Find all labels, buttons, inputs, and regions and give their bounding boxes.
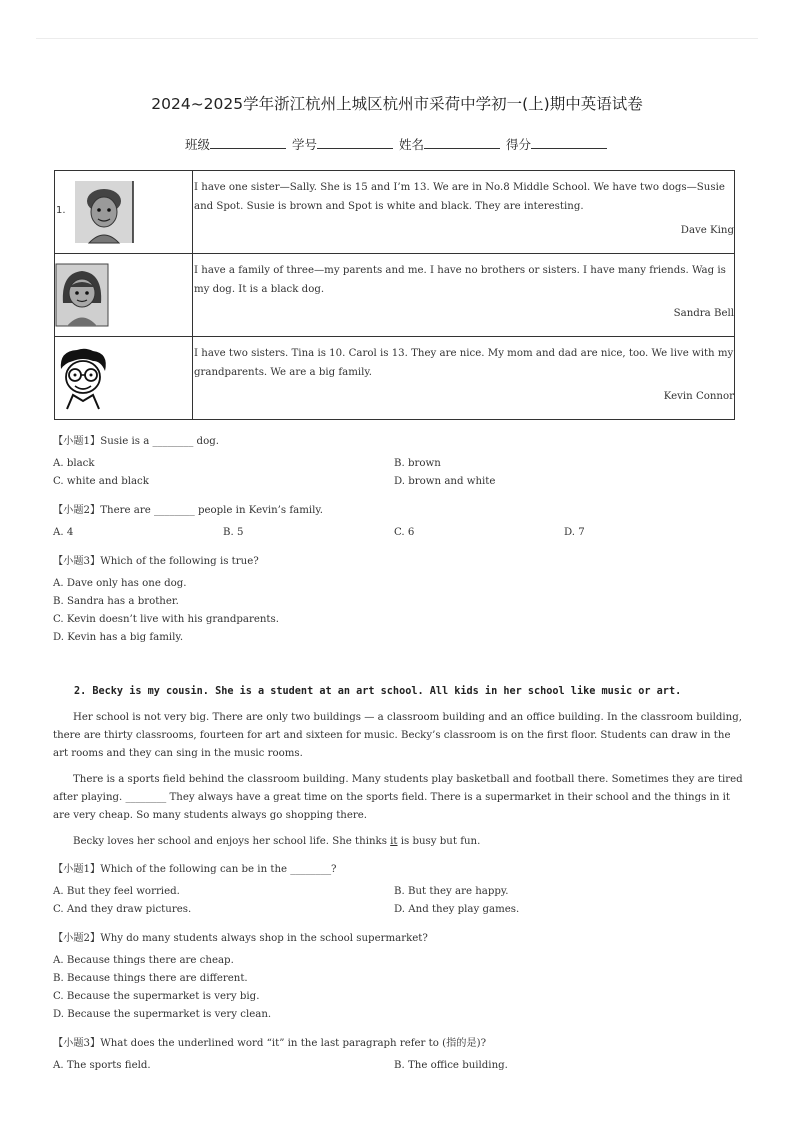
profile-text-cell: [193, 254, 735, 337]
profile-row: [55, 337, 735, 420]
class-blank[interactable]: [210, 136, 286, 149]
profiles-table: [54, 170, 735, 420]
number-label: 学号: [291, 137, 317, 152]
q2-sub3-option-b[interactable]: B. The office building.: [394, 1060, 508, 1071]
q1-sub2-option-c[interactable]: C. 6: [394, 527, 415, 538]
q1-sub3-option-c[interactable]: C. Kevin doesn’t live with his grandparents.: [53, 614, 279, 625]
profile-text: I have one sister—Sally. She is 15 and I’m 13. We are in No.8 Middle School. We have two dogs—Susie and Spot. Susie is brown and Spot is white and black. They are interesting.: [194, 182, 725, 212]
q2-p3-before: Becky loves her school and enjoys her school life. She thinks: [73, 836, 391, 847]
class-label: 班级: [184, 137, 210, 152]
q2-sub1-option-d[interactable]: D. And they play games.: [394, 904, 520, 915]
top-divider: [36, 38, 758, 39]
q2-sub2-option-a[interactable]: A. Because things there are cheap.: [53, 955, 234, 966]
student-info-line: [0, 135, 794, 153]
q2-paragraph-2: There is a sports field behind the classroom building. Many students play basketball and football there. Sometimes they are tired after playing. ________ They always have a great time on the sports field. There is a supermarket in their school and the things in it are very cheap. So many students always go shopping there.: [53, 774, 743, 822]
name-label: 姓名: [398, 137, 424, 152]
profile-row: [55, 254, 735, 337]
q2-paragraph-1: Her school is not very big. There are only two buildings — a classroom building and an office building. In the classroom building, there are thirty classrooms, fourteen for art and sixteen for music. Becky’s classroom is on the first floor. Students can draw in the art rooms and they can sing in the music rooms.: [53, 712, 742, 760]
q1-sub2-option-b[interactable]: B. 5: [223, 527, 244, 538]
q1-sub2-option-a[interactable]: A. 4: [53, 527, 74, 538]
q1-sub3-option-b[interactable]: B. Sandra has a brother.: [53, 596, 179, 607]
profile-text-cell: [193, 171, 735, 254]
q1-sub1-option-a[interactable]: A. black: [53, 458, 95, 469]
q2-paragraph-3: [53, 833, 743, 851]
q2-heading: 2. Becky is my cousin. She is a student at an art school. All kids in her school like music or art.: [74, 686, 682, 697]
profile-signature: Kevin Connor: [663, 391, 734, 402]
q2-sub1-option-a[interactable]: A. But they feel worried.: [53, 886, 180, 897]
profile-signature: Sandra Bell: [673, 308, 734, 319]
underlined-word-it: it: [390, 836, 398, 847]
q1-sub2-stem: 【小题2】There are ________ people in Kevin’s family.: [53, 505, 324, 516]
q2-sub2-option-b[interactable]: B. Because things there are different.: [53, 973, 248, 984]
profile-picture-cell: [55, 171, 193, 254]
q2-sub1-option-b[interactable]: B. But they are happy.: [394, 886, 509, 897]
profile-picture-cell: [55, 254, 193, 337]
boy-portrait-icon: [75, 181, 135, 245]
name-blank[interactable]: [424, 136, 500, 149]
q2-sub3-stem: 【小题3】What does the underlined word “it” in the last paragraph refer to (指的是)?: [53, 1038, 487, 1049]
q1-sub2-option-d[interactable]: D. 7: [564, 527, 585, 538]
q1-sub1-option-d[interactable]: D. brown and white: [394, 476, 496, 487]
girl-portrait-icon: [55, 263, 111, 329]
q1-sub1-stem: 【小题1】Susie is a ________ dog.: [53, 436, 219, 447]
q1-sub1-option-b[interactable]: B. brown: [394, 458, 441, 469]
q1-sub3-option-a[interactable]: A. Dave only has one dog.: [53, 578, 187, 589]
score-blank[interactable]: [531, 136, 607, 149]
question-number: 1.: [56, 205, 66, 216]
q2-sub1-stem: 【小题1】Which of the following can be in the ________?: [53, 864, 337, 875]
profile-text: I have two sisters. Tina is 10. Carol is 13. They are nice. My mom and dad are nice, too. We live with my grandparents. We are a big family.: [194, 348, 734, 378]
profile-row: [55, 171, 735, 254]
q2-sub3-option-a[interactable]: A. The sports field.: [53, 1060, 151, 1071]
q2-sub2-option-d[interactable]: D. Because the supermarket is very clean.: [53, 1009, 272, 1020]
q1-sub1-option-c[interactable]: C. white and black: [53, 476, 149, 487]
q2-sub1-option-c[interactable]: C. And they draw pictures.: [53, 904, 192, 915]
number-blank[interactable]: [317, 136, 393, 149]
q2-sub2-stem: 【小题2】Why do many students always shop in the school supermarket?: [53, 933, 428, 944]
profile-text-cell: [193, 337, 735, 420]
q1-sub3-stem: 【小题3】Which of the following is true?: [53, 556, 259, 567]
q2-p3-after: is busy but fun.: [397, 836, 481, 847]
profile-signature: Dave King: [680, 225, 734, 236]
q1-sub3-option-d[interactable]: D. Kevin has a big family.: [53, 632, 184, 643]
boy-glasses-portrait-icon: [55, 347, 113, 411]
page-title: 2024~2025学年浙江杭州上城区杭州市采荷中学初一(上)期中英语试卷: [151, 95, 643, 113]
profile-text: I have a family of three—my parents and me. I have no brothers or sisters. I have many friends. Wag is my dog. It is a black dog.: [194, 265, 726, 295]
q2-sub2-option-c[interactable]: C. Because the supermarket is very big.: [53, 991, 260, 1002]
score-label: 得分: [505, 137, 531, 152]
profile-picture-cell: [55, 337, 193, 420]
